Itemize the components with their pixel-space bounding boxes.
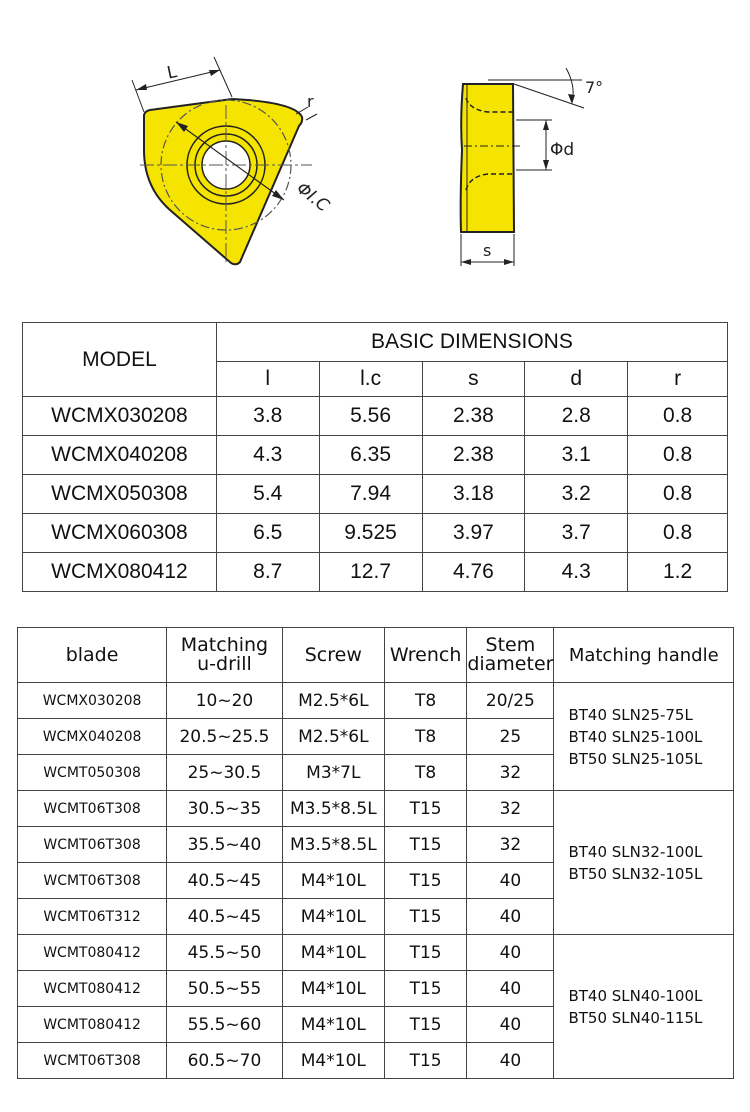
stem-cell: 20/25: [467, 683, 554, 719]
dimension-l-label: L: [165, 62, 179, 84]
model-cell: WCMX050308: [23, 475, 217, 514]
l-cell: 4.3: [216, 436, 319, 475]
stem-cell: 40: [467, 971, 554, 1007]
table-row: [23, 436, 728, 475]
basic-dimensions-header: BASIC DIMENSIONS: [216, 323, 727, 362]
ic-arrow-end: [272, 190, 284, 200]
udrill-cell: 30.5~35: [167, 791, 283, 827]
handle-group-1: [554, 683, 734, 791]
udrill-cell: 40.5~45: [167, 863, 283, 899]
column-header-l: l: [216, 362, 319, 397]
udrill-header: [167, 628, 283, 683]
wrench-header: Wrench: [384, 628, 466, 683]
stem-cell: 32: [467, 827, 554, 863]
udrill-cell: 50.5~55: [167, 971, 283, 1007]
udrill-cell: 45.5~50: [167, 935, 283, 971]
blade-cell: WCMT06T308: [18, 863, 167, 899]
blade-cell: WCMT06T312: [18, 899, 167, 935]
s-cell: 3.18: [422, 475, 525, 514]
s-cell: 2.38: [422, 436, 525, 475]
r-cell: 0.8: [628, 397, 728, 436]
stem-cell: 40: [467, 1007, 554, 1043]
radius-label: r: [307, 92, 314, 111]
wrench-cell: T15: [384, 1043, 466, 1079]
stem-cell: 40: [467, 863, 554, 899]
insert-side-shape: [461, 84, 514, 232]
wrench-cell: T15: [384, 971, 466, 1007]
stem-cell: 40: [467, 1043, 554, 1079]
blade-cell: WCMT06T308: [18, 827, 167, 863]
stem-header-line2: diameter: [467, 653, 554, 675]
udrill-cell: 25~30.5: [167, 755, 283, 791]
blade-cell: WCMT050308: [18, 755, 167, 791]
stem-cell: 32: [467, 755, 554, 791]
table-row: [23, 397, 728, 436]
handle-group-2: [554, 791, 734, 935]
ic-cell: 7.94: [319, 475, 422, 514]
stem-header-line1: Stem: [485, 634, 536, 656]
column-header-d: d: [525, 362, 628, 397]
udrill-cell: 35.5~40: [167, 827, 283, 863]
model-header: MODEL: [23, 323, 217, 397]
ic-cell: 5.56: [319, 397, 422, 436]
screw-cell: M3*7L: [282, 755, 384, 791]
table-row: [23, 514, 728, 553]
table-row: [23, 553, 728, 592]
handle-group-3: [554, 935, 734, 1079]
stem-cell: 40: [467, 899, 554, 935]
d-cell: 2.8: [525, 397, 628, 436]
screw-cell: M4*10L: [282, 1007, 384, 1043]
wrench-cell: T15: [384, 791, 466, 827]
handle-item: BT50 SLN25-105L: [568, 749, 703, 768]
diameter-label: Φd: [550, 140, 575, 160]
column-header-ic: l.c: [319, 362, 422, 397]
handle-item: BT40 SLN25-75L: [568, 705, 693, 724]
ic-cell: 6.35: [319, 436, 422, 475]
blade-cell: WCMT080412: [18, 971, 167, 1007]
basic-dimensions-table: [22, 322, 728, 592]
screw-cell: M3.5*8.5L: [282, 827, 384, 863]
blade-cell: WCMT080412: [18, 1007, 167, 1043]
handle-item: BT40 SLN25-100L: [568, 727, 703, 746]
dimension-l-ext-right: [214, 57, 232, 97]
s-cell: 4.76: [422, 553, 525, 592]
blade-cell: WCMT06T308: [18, 1043, 167, 1079]
l-cell: 3.8: [216, 397, 319, 436]
handle-header: Matching handle: [554, 628, 734, 683]
matching-table: [17, 627, 734, 1079]
wrench-cell: T15: [384, 935, 466, 971]
l-cell: 6.5: [216, 514, 319, 553]
d-cell: 3.7: [525, 514, 628, 553]
column-header-s: s: [422, 362, 525, 397]
wrench-cell: T8: [384, 719, 466, 755]
model-cell: WCMX030208: [23, 397, 217, 436]
screw-cell: M4*10L: [282, 935, 384, 971]
r-cell: 0.8: [628, 475, 728, 514]
blade-header: blade: [18, 628, 167, 683]
udrill-header-line2: u-drill: [197, 653, 252, 675]
d-cell: 3.1: [525, 436, 628, 475]
blade-cell: WCMT06T308: [18, 791, 167, 827]
screw-cell: M2.5*6L: [282, 683, 384, 719]
ic-label: ΦI.C: [292, 178, 333, 217]
diameter-arrow-bottom: [543, 160, 549, 170]
d-cell: 3.2: [525, 475, 628, 514]
screw-cell: M2.5*6L: [282, 719, 384, 755]
table-row: [18, 935, 734, 971]
wrench-cell: T15: [384, 1007, 466, 1043]
screw-cell: M4*10L: [282, 863, 384, 899]
blade-cell: WCMX030208: [18, 683, 167, 719]
stem-cell: 25: [467, 719, 554, 755]
wrench-cell: T8: [384, 755, 466, 791]
model-cell: WCMX060308: [23, 514, 217, 553]
r-cell: 1.2: [628, 553, 728, 592]
s-cell: 3.97: [422, 514, 525, 553]
screw-cell: M3.5*8.5L: [282, 791, 384, 827]
stem-header: [467, 628, 554, 683]
udrill-cell: 60.5~70: [167, 1043, 283, 1079]
stem-cell: 40: [467, 935, 554, 971]
l-cell: 8.7: [216, 553, 319, 592]
ic-cell: 12.7: [319, 553, 422, 592]
ic-cell: 9.525: [319, 514, 422, 553]
dimension-l-arrow-right: [209, 70, 220, 76]
dimension-l-arrow-left: [136, 84, 147, 90]
udrill-cell: 20.5~25.5: [167, 719, 283, 755]
wrench-cell: T15: [384, 827, 466, 863]
thickness-arrow-left: [461, 259, 471, 265]
r-cell: 0.8: [628, 514, 728, 553]
model-cell: WCMX080412: [23, 553, 217, 592]
insert-top-view-diagram: [120, 50, 350, 280]
thickness-label: s: [483, 241, 492, 260]
udrill-cell: 10~20: [167, 683, 283, 719]
handle-item: BT40 SLN32-100L: [568, 842, 703, 861]
insert-side-view-diagram: [440, 60, 620, 275]
thickness-arrow-right: [504, 259, 514, 265]
handle-item: BT50 SLN32-105L: [568, 864, 703, 883]
handle-item: BT40 SLN40-100L: [568, 986, 703, 1005]
l-cell: 5.4: [216, 475, 319, 514]
column-header-r: r: [628, 362, 728, 397]
r-cell: 0.8: [628, 436, 728, 475]
screw-header: Screw: [282, 628, 384, 683]
udrill-cell: 40.5~45: [167, 899, 283, 935]
blade-cell: WCMX040208: [18, 719, 167, 755]
table-row: [23, 475, 728, 514]
angle-label: 7°: [585, 78, 604, 97]
screw-cell: M4*10L: [282, 899, 384, 935]
radius-leader-2: [306, 114, 317, 120]
diameter-arrow-top: [543, 120, 549, 130]
udrill-cell: 55.5~60: [167, 1007, 283, 1043]
model-cell: WCMX040208: [23, 436, 217, 475]
blade-cell: WCMT080412: [18, 935, 167, 971]
handle-item: BT50 SLN40-115L: [568, 1008, 703, 1027]
screw-cell: M4*10L: [282, 1043, 384, 1079]
wrench-cell: T15: [384, 863, 466, 899]
udrill-header-line1: Matching: [180, 634, 269, 656]
s-cell: 2.38: [422, 397, 525, 436]
wrench-cell: T8: [384, 683, 466, 719]
stem-cell: 32: [467, 791, 554, 827]
d-cell: 4.3: [525, 553, 628, 592]
wrench-cell: T15: [384, 899, 466, 935]
table-row: [18, 791, 734, 827]
table-row: [18, 683, 734, 719]
screw-cell: M4*10L: [282, 971, 384, 1007]
dimension-l-ext-left: [132, 80, 144, 112]
